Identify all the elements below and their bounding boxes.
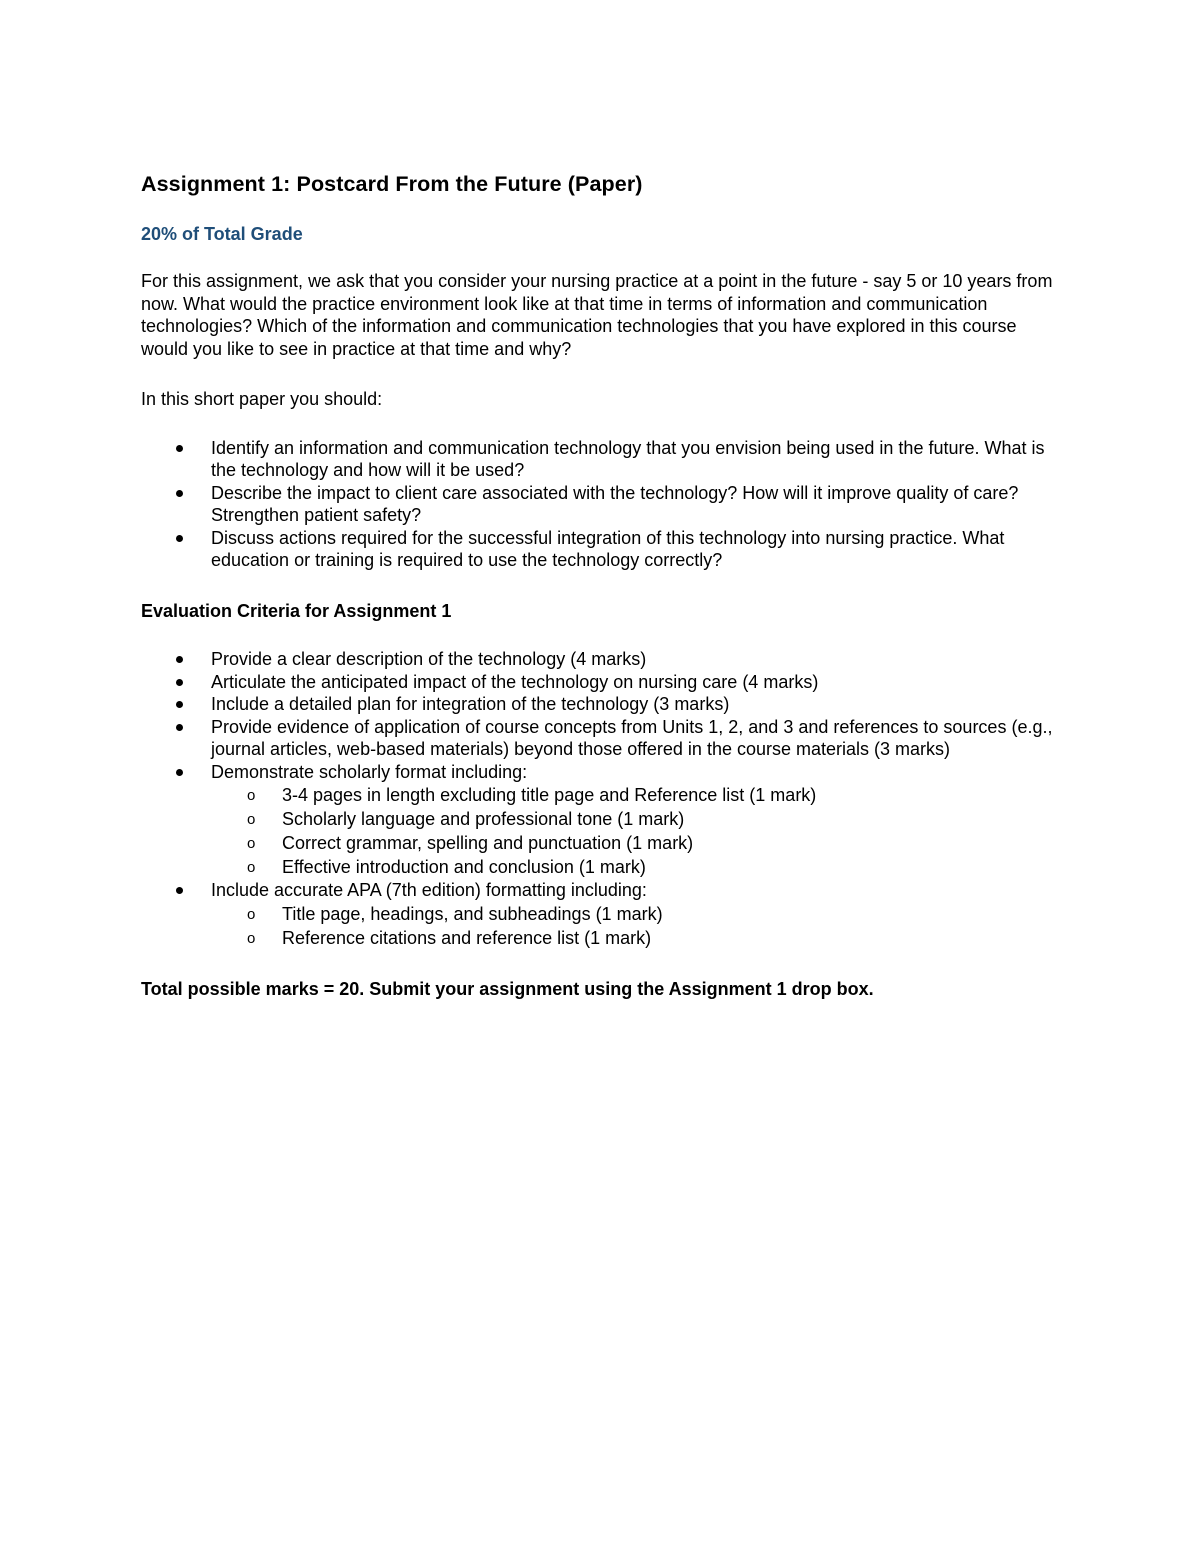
criteria-list-item (141, 879, 1061, 950)
bullet-icon (176, 490, 183, 497)
task-list-item (141, 527, 1061, 572)
sublist-text: Effective introduction and conclusion (1 mark) (282, 857, 646, 877)
criteria-text: Provide a clear description of the technology (4 marks) (211, 649, 647, 669)
circle-bullet-icon: o (247, 811, 256, 828)
task-text: Describe the impact to client care associated with the technology? How will it improve quality of care? Strengthen patient safety? (211, 482, 1019, 525)
sublist-item (211, 855, 1061, 879)
sublist-item (211, 902, 1061, 926)
criteria-list-item (141, 761, 1061, 880)
circle-bullet-icon: o (247, 905, 256, 923)
bullet-icon (176, 656, 183, 663)
sublist-text: Title page, headings, and subheadings (1 mark) (282, 903, 663, 924)
circle-bullet-icon: o (247, 929, 256, 947)
bullet-icon (176, 535, 183, 542)
task-text: Discuss actions required for the successful integration of this technology into nursing practice. What education or training is required to use the technology correctly? (211, 527, 1005, 570)
task-text: Identify an information and communication technology that you envision being used in the future. What is the technology and how will it be used? (211, 437, 1045, 480)
task-list (141, 437, 1061, 572)
sublist-text: Reference citations and reference list (1 mark) (282, 927, 652, 948)
circle-bullet-icon: o (247, 787, 256, 804)
evaluation-criteria-heading: Evaluation Criteria for Assignment 1 (141, 600, 452, 621)
document-content (141, 170, 1061, 1000)
total-marks-note: Total possible marks = 20. Submit your assignment using the Assignment 1 drop box. (141, 978, 874, 999)
criteria-text: Articulate the anticipated impact of the technology on nursing care (4 marks) (211, 671, 819, 692)
apa-format-sublist (211, 902, 1061, 950)
scholarly-format-sublist (211, 783, 1061, 879)
criteria-text: Demonstrate scholarly format including: (211, 761, 528, 782)
circle-bullet-icon: o (247, 835, 256, 852)
sublist-item (211, 807, 1061, 831)
criteria-text: Include accurate APA (7th edition) formatting including: (211, 880, 647, 900)
criteria-list (141, 648, 1061, 950)
intro-paragraph: For this assignment, we ask that you consider your nursing practice at a point in the future - say 5 or 10 years from now. What would the practice environment look like at that time in terms of information and communication technologies? Which of the information and communication technologies that you have explored in this course would you like to see in practice at that time and why? (141, 271, 1053, 359)
bullet-icon (176, 701, 183, 708)
criteria-list-item (141, 693, 1061, 716)
sublist-text: Scholarly language and professional tone (1 mark) (282, 809, 685, 829)
bullet-icon (176, 724, 183, 731)
bullet-icon (176, 679, 183, 686)
assignment-title: Assignment 1: Postcard From the Future (Paper) (141, 172, 643, 196)
bullet-icon (176, 769, 183, 776)
sublist-item (211, 783, 1061, 807)
sublist-text: 3-4 pages in length excluding title page and Reference list (1 mark) (282, 785, 817, 805)
task-list-item (141, 437, 1061, 482)
criteria-list-item (141, 716, 1061, 761)
sublist-item (211, 926, 1061, 950)
circle-bullet-icon: o (247, 859, 256, 876)
bullet-icon (176, 887, 183, 894)
criteria-list-item (141, 671, 1061, 694)
criteria-text: Include a detailed plan for integration of the technology (3 marks) (211, 694, 730, 714)
sublist-item (211, 831, 1061, 855)
sublist-text: Correct grammar, spelling and punctuation (1 mark) (282, 833, 694, 853)
grade-weight-heading: 20% of Total Grade (141, 224, 303, 244)
task-list-item (141, 482, 1061, 527)
bullet-icon (176, 445, 183, 452)
criteria-text: Provide evidence of application of course concepts from Units 1, 2, and 3 and references to sources (e.g., journal articles, web-based materials) beyond those offered in the course materials (3 marks) (211, 716, 1053, 759)
criteria-list-item (141, 648, 1061, 671)
tasks-lead-in: In this short paper you should: (141, 389, 383, 409)
